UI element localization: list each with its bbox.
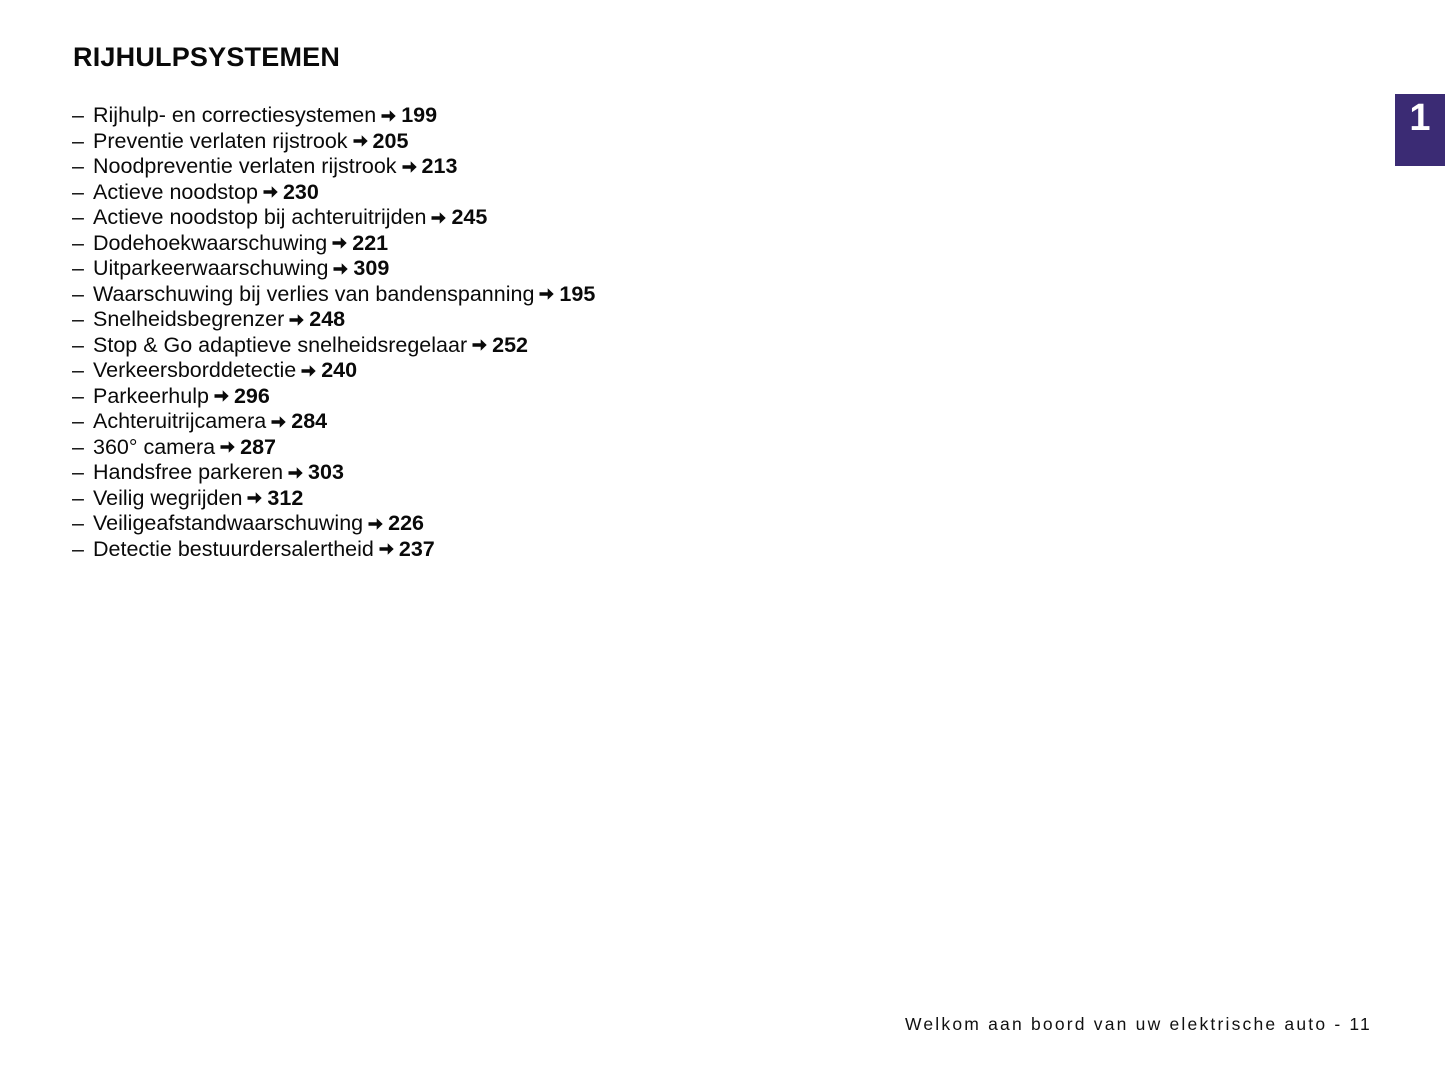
list-dash: – [72, 332, 84, 357]
list-dash: – [72, 128, 84, 153]
toc-item-label: Noodpreventie verlaten rijstrook [93, 154, 397, 178]
toc-item-label: Parkeerhulp [93, 383, 209, 408]
toc-page-ref[interactable]: 252 [492, 332, 528, 357]
arrow-right-icon [262, 184, 279, 200]
toc-item-label: Dodehoekwaarschuwing [93, 230, 328, 255]
toc-item-label: Waarschuwing bij verlies van bandenspanning [93, 281, 535, 306]
toc-page-ref[interactable]: 213 [421, 154, 458, 178]
toc-page-ref[interactable]: 303 [308, 460, 344, 484]
arrow-right-icon [352, 133, 369, 149]
arrow-right-icon [401, 159, 418, 175]
arrow-right-icon [300, 363, 317, 379]
toc-item[interactable] [72, 435, 595, 461]
toc-item-label: Verkeersborddetectie [93, 358, 297, 382]
arrow-right-icon [332, 261, 349, 277]
toc-item[interactable] [72, 231, 595, 257]
toc-page-ref[interactable]: 221 [352, 230, 389, 255]
toc-page-ref[interactable]: 284 [291, 409, 328, 433]
toc-item[interactable] [72, 129, 595, 155]
list-dash: – [72, 281, 84, 306]
toc-page-ref[interactable]: 312 [267, 485, 304, 510]
toc-item-label: Actieve noodstop bij achteruitrijden [93, 205, 427, 229]
arrow-right-icon [367, 516, 384, 532]
toc-page-ref[interactable]: 309 [353, 256, 390, 280]
toc-page-ref[interactable]: 287 [240, 434, 277, 459]
toc-item[interactable] [72, 409, 595, 435]
page-title: RIJHULPSYSTEMEN [73, 42, 341, 72]
toc-item-label: Uitparkeerwaarschuwing [93, 256, 329, 280]
toc-item[interactable] [72, 537, 595, 563]
toc-item-label: Veilig wegrijden [93, 485, 243, 510]
toc-item-label: Detectie bestuurdersalertheid [93, 536, 374, 561]
arrow-right-icon [213, 388, 230, 404]
list-dash: – [72, 307, 84, 331]
arrow-right-icon [246, 490, 263, 506]
toc-item[interactable] [72, 282, 595, 308]
arrow-right-icon [378, 541, 395, 557]
toc-page-ref[interactable]: 226 [388, 511, 424, 535]
list-dash: – [72, 460, 84, 484]
toc-item[interactable] [72, 205, 595, 231]
arrow-right-icon [380, 108, 397, 124]
list-dash: – [72, 434, 84, 459]
chapter-tab [1395, 94, 1445, 166]
arrow-right-icon [430, 210, 447, 226]
toc-list [72, 103, 595, 562]
toc-item[interactable] [72, 358, 595, 384]
list-dash: – [72, 154, 84, 178]
list-dash: – [72, 536, 84, 561]
arrow-right-icon [471, 337, 488, 353]
list-dash: – [72, 409, 84, 433]
toc-page-ref[interactable]: 237 [398, 536, 435, 561]
list-dash: – [72, 383, 84, 408]
toc-item-label: Veiligeafstandwaarschuwing [93, 511, 364, 535]
arrow-right-icon [287, 465, 304, 481]
toc-item[interactable] [72, 486, 595, 512]
list-dash: – [72, 179, 84, 204]
toc-page-ref[interactable]: 240 [321, 358, 358, 382]
list-dash: – [72, 103, 84, 127]
toc-item[interactable] [72, 256, 595, 282]
toc-item-label: Actieve noodstop [93, 179, 258, 204]
toc-item-label: Snelheidsbegrenzer [93, 307, 285, 331]
toc-page-ref[interactable]: 245 [451, 205, 488, 229]
list-dash: – [72, 205, 84, 229]
toc-item-label: Handsfree parkeren [93, 460, 284, 484]
chapter-number: 1 [1409, 97, 1431, 139]
toc-item-label: 360° camera [93, 434, 216, 459]
toc-item-label: Rijhulp- en correctiesystemen [93, 103, 377, 127]
page-footer: Welkom aan boord van uw elektrische auto - 11 [904, 1014, 1372, 1034]
toc-item[interactable] [72, 307, 595, 333]
toc-item[interactable] [72, 460, 595, 486]
toc-item[interactable] [72, 511, 595, 537]
list-dash: – [72, 256, 84, 280]
toc-item-label: Preventie verlaten rijstrook [93, 128, 348, 153]
toc-item-label: Achteruitrijcamera [93, 409, 267, 433]
toc-page-ref[interactable]: 195 [559, 281, 596, 306]
toc-page-ref[interactable]: 230 [282, 179, 319, 204]
arrow-right-icon [270, 414, 287, 430]
toc-page-ref[interactable]: 199 [401, 103, 438, 127]
arrow-right-icon [288, 312, 305, 328]
list-dash: – [72, 358, 84, 382]
list-dash: – [72, 511, 84, 535]
toc-page-ref[interactable]: 248 [309, 307, 346, 331]
toc-page-ref[interactable]: 296 [233, 383, 270, 408]
toc-item[interactable] [72, 103, 595, 129]
arrow-right-icon [538, 286, 555, 302]
toc-page-ref[interactable]: 205 [372, 128, 409, 153]
toc-item-label: Stop & Go adaptieve snelheidsregelaar [93, 332, 468, 357]
toc-item[interactable] [72, 180, 595, 206]
toc-item[interactable] [72, 154, 595, 180]
arrow-right-icon [331, 235, 348, 251]
list-dash: – [72, 230, 84, 255]
toc-item[interactable] [72, 333, 595, 359]
arrow-right-icon [219, 439, 236, 455]
list-dash: – [72, 485, 84, 510]
toc-item[interactable] [72, 384, 595, 410]
